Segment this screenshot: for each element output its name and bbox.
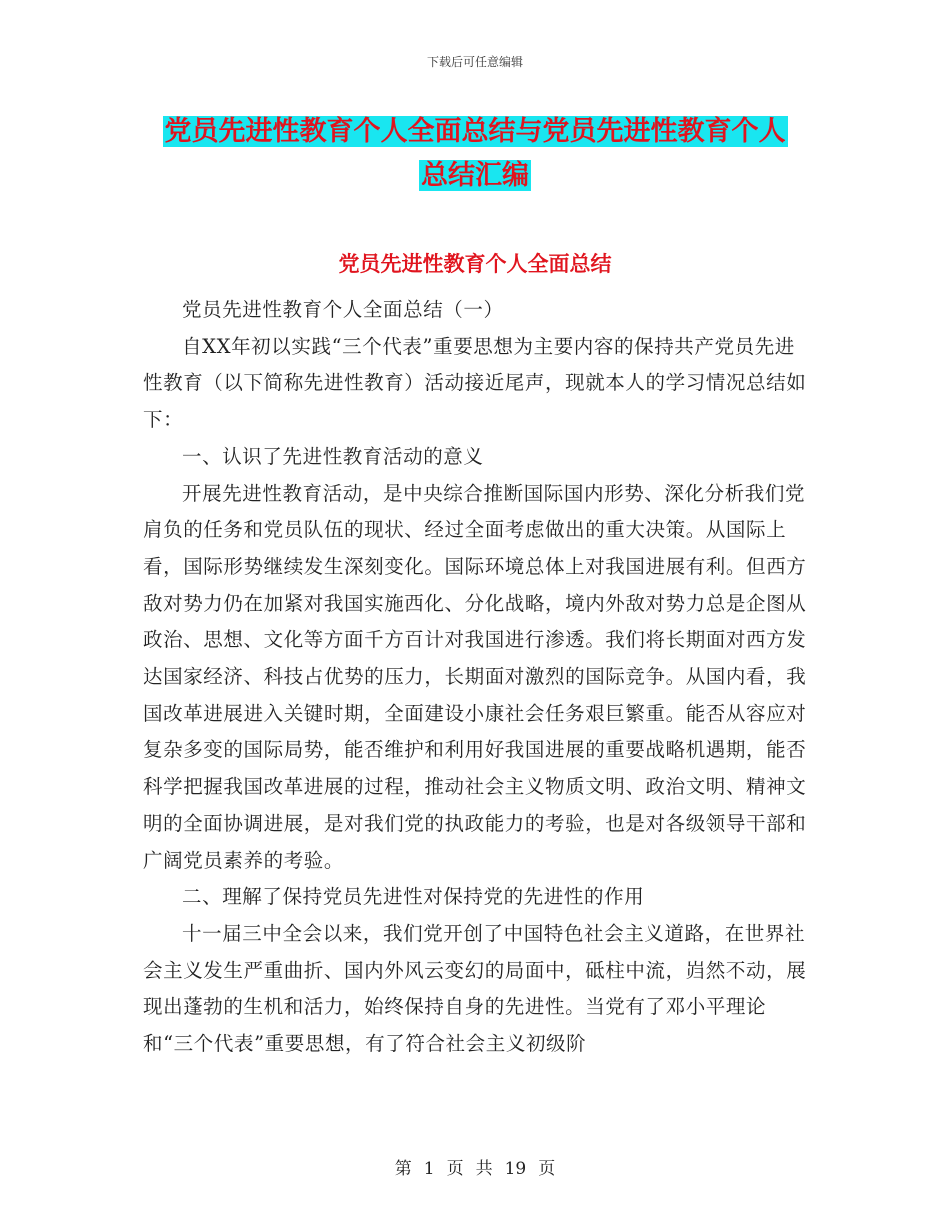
paragraph-body-2: 十一届三中全会以来，我们党开创了中国特色社会主义道路，在世界社会主义发生严重曲折、国内外风云变幻的局面中，砥柱中流，岿然不动，展现出蓬勃的生机和活力，始终保持自身的先进性。当党有了邓小平理论和“三个代表”重要思想，有了符合社会主义初级阶 (143, 921, 807, 1056)
footer-label-mid: 页 (446, 1159, 464, 1179)
paragraph-intro: 自XX年初以实践“三个代表”重要思想为主要内容的保持共产党员先进性教育（以下简称先进性教育）活动接近尾声，现就本人的学习情况总结如下： (143, 334, 807, 432)
document-title-line1: 党员先进性教育个人全面总结与党员先进性教育个人 (164, 116, 786, 147)
document-title-line2: 总结汇编 (421, 160, 529, 191)
footer-label-total: 共 (475, 1159, 493, 1179)
paragraph-heading-2: 二、理解了保持党员先进性对保持党的先进性的作用 (182, 885, 645, 909)
footer-label-pre: 第 (394, 1159, 412, 1179)
section-heading: 党员先进性教育个人全面总结 (338, 252, 612, 276)
footer-page-current: 1 (423, 1159, 435, 1179)
paragraph-heading-1: 一、认识了先进性教育活动的意义 (182, 444, 484, 468)
header-note: 下载后可任意编辑 (426, 55, 523, 69)
document-title (140, 110, 810, 198)
footer-label-post: 页 (538, 1159, 556, 1179)
paragraph-subtitle: 党员先进性教育个人全面总结（一） (182, 298, 504, 321)
page-footer (0, 1154, 950, 1179)
paragraph-body-1: 开展先进性教育活动，是中央综合推断国际国内形势、深化分析我们党肩负的任务和党员队伍的现状、经过全面考虑做出的重大决策。从国际上看，国际形势继续发生深刻变化。国际环境总体上对我国进展有利。但西方敌对势力仍在加紧对我国实施西化、分化战略，境内外敌对势力总是企图从政治、思想、文化等方面千方百计对我国进行渗透。我们将长期面对西方发达国家经济、科技占优势的压力，长期面对激烈的国际竞争。从国内看，我国改革进展进入关键时期，全面建设小康社会任务艰巨繁重。能否从容应对复杂多变的国际局势，能否维护和利用好我国进展的重要战略机遇期，能否科学把握我国改革进展的过程，推动社会主义物质文明、政治文明、精神文明的全面协调进展，是对我们党的执政能力的考验，也是对各级领导干部和广阔党员素养的考验。 (143, 481, 807, 872)
footer-page-total: 19 (504, 1159, 527, 1179)
body-text (143, 292, 813, 1063)
